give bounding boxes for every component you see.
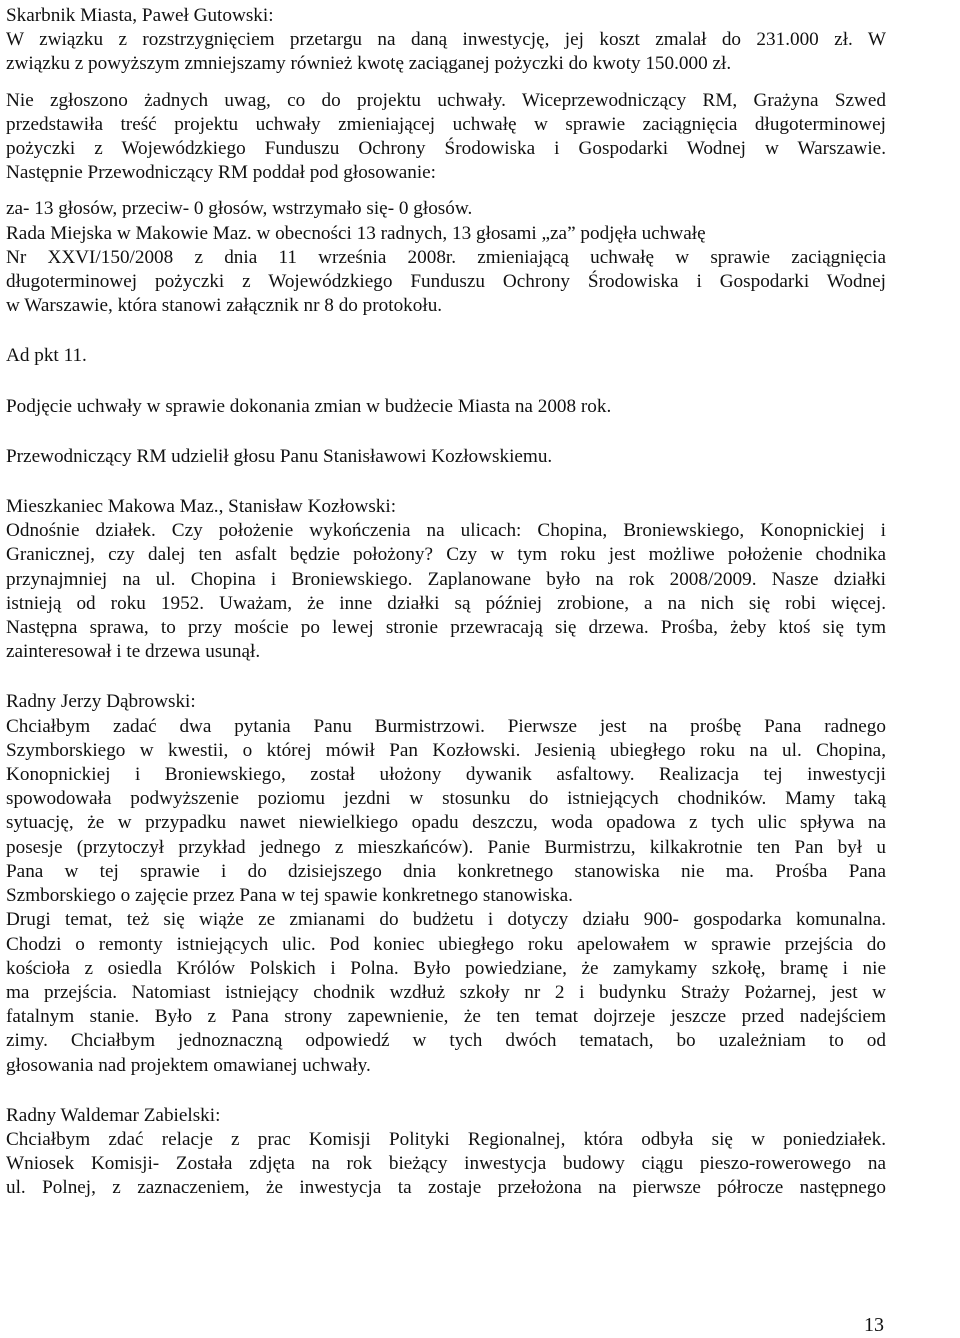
statement-treasurer <box>6 4 886 77</box>
speaker-name: Mieszkaniec Makowa Maz., Stanisław Kozłowski: <box>6 496 397 518</box>
text-line: pożyczki z Wojewódzkiego Funduszu Ochrony Środowiska i Gospodarki Wodnej w Warszawie. <box>6 138 886 160</box>
statement-councillor-zabielski <box>6 1104 886 1201</box>
text-line: kościoła z osiedla Królów Polskich i Polna. Było powiedziane, że zamykamy szkołę, bramę i nie <box>6 957 886 979</box>
page-number: 13 <box>864 1314 884 1336</box>
text-line: w Warszawie, która stanowi załącznik nr 8 do protokołu. <box>6 295 443 317</box>
text-line: przedstawiła treść projektu uchwały zmieniającej uchwałę w sprawie zaciągnięcia długoterminowej <box>6 113 886 135</box>
text-line: spowodowała podwyższenie poziomu jezdni w stosunku do istniejących chodników. Mamy taką <box>6 788 886 810</box>
text-line: Podjęcie uchwały w sprawie dokonania zmian w budżecie Miasta na 2008 rok. <box>6 395 612 417</box>
text-line: Nr XXVI/150/2008 z dnia 11 września 2008r. zmieniającą uchwałę w sprawie zaciągnięcia <box>6 246 886 268</box>
text-line: ul. Polnej, z zaznaczeniem, że inwestycja ta zostaje przełożona na pierwsze półrocze następnego <box>6 1177 886 1199</box>
text-line: głosowania nad projektem omawianej uchwały. <box>6 1054 371 1076</box>
agenda-item-heading <box>6 344 886 368</box>
text-line: Szmborskiego o zajęcie przez Pana w tej spawie konkretnego stanowiska. <box>6 885 573 907</box>
speaker-name: Radny Waldemar Zabielski: <box>6 1104 221 1126</box>
agenda-item-title <box>6 395 886 419</box>
text-line: Pana w tej sprawie i do dzisiejszego dnia konkretnego stanowiska nie ma. Prośba Pana <box>6 860 886 882</box>
text-line: związku z powyższym zmniejszamy również kwotę zaciąganej pożyczki do kwoty 150.000 zł. <box>6 53 732 75</box>
text-line: zimy. Chciałbym jednoznaczną odpowiedź w tych dwóch tematach, bo uzależniam to od <box>6 1030 886 1052</box>
text-line: Nie zgłoszono żadnych uwag, co do projektu uchwały. Wiceprzewodniczący RM, Grażyna Szwed <box>6 89 886 111</box>
paragraph-no-remarks <box>6 89 886 186</box>
paragraph-floor-given <box>6 445 886 469</box>
speaker-name: Skarbnik Miasta, Paweł Gutowski: <box>6 5 274 26</box>
text-line: Wniosek Komisji- Została zdjęta na rok bieżący inwestycja budowy ciągu pieszo-rowerowego na <box>6 1153 886 1175</box>
text-line: Chciałbym zdać relacje z prac Komisji Polityki Regionalnej, która odbyła się w poniedziałek. <box>6 1128 886 1150</box>
document-page <box>6 4 886 1201</box>
text-line: Granicznej, czy dalej ten asfalt będzie położony? Czy w tym roku jest możliwe położenie chodnika <box>6 544 886 566</box>
text-line: przynajmniej na ul. Chopina i Broniewskiego. Zaplanowane było na rok 2008/2009. Nasze działki <box>6 568 886 590</box>
statement-resident <box>6 495 886 664</box>
text-line: fatalnym stanie. Było z Pana strony zapewnienie, że ten temat dojrzeje jeszcze przed nadejściem <box>6 1006 886 1028</box>
text-line: ma przejścia. Natomiast istniejący chodnik wzdłuż szkoły nr 2 i budynku Straży Pożarnej, jest w <box>6 981 886 1003</box>
agenda-point: Ad pkt 11. <box>6 345 87 367</box>
vote-line: za- 13 głosów, przeciw- 0 głosów, wstrzymało się- 0 głosów. <box>6 198 473 220</box>
text-line: Odnośnie działek. Czy położenie wykończenia na ulicach: Chopina, Broniewskiego, Konopnickiej i <box>6 520 886 542</box>
text-line: Konopnickiej i Broniewskiego, został ułożony dywanik asfaltowy. Realizacja tej inwestycji <box>6 764 886 786</box>
text-line: istnieją od roku 1952. Uważam, że inne działki są później zrobione, a na nich się robi więcej. <box>6 592 886 614</box>
text-line: posesje (przytoczył przykład jednego z mieszkańców). Panie Burmistrzu, kilkakrotnie ten Pan był u <box>6 836 886 858</box>
text-line: Drugi temat, też się wiąże ze zmianami do budżetu i dotyczy działu 900- gospodarka komunalna. <box>6 909 886 931</box>
text-line: zainteresował i te drzewa usunął. <box>6 641 261 663</box>
text-line: długoterminowej pożyczki z Wojewódzkiego Funduszu Ochrony Środowiska i Gospodarki Wodnej <box>6 271 886 293</box>
text-line: sytuację, że w przypadku nawet niewielkiego opadu deszczu, woda opadowa z tych ulic spływa na <box>6 812 886 834</box>
text-line: W związku z rozstrzygnięciem przetargu na daną inwestycję, jej koszt zmalał do 231.000 zł. W <box>6 29 886 51</box>
text-line: Chciałbym zadać dwa pytania Panu Burmistrzowi. Pierwsze jest na prośbę Pana radnego <box>6 715 886 737</box>
text-line: Następnie Przewodniczący RM poddał pod głosowanie: <box>6 162 437 184</box>
paragraph-vote-result <box>6 197 886 318</box>
text-line: Następna sprawa, to przy moście po lewej stronie przewracają się drzewa. Prośba, żeby ktoś się tym <box>6 617 886 639</box>
text-line: Chodzi o remonty istniejących ulic. Pod koniec ubiegłego roku apelowałem w sprawie przejścia do <box>6 933 886 955</box>
text-line: Rada Miejska w Makowie Maz. w obecności 13 radnych, 13 głosami „za” podjęła uchwałę <box>6 222 706 244</box>
text-line: Przewodniczący RM udzielił głosu Panu Stanisławowi Kozłowskiemu. <box>6 445 553 467</box>
statement-councillor-dabrowski <box>6 690 886 1077</box>
speaker-name: Radny Jerzy Dąbrowski: <box>6 691 196 713</box>
text-line: Szymborskiego w kwestii, o której mówił Pan Kozłowski. Jesienią ubiegłego roku na ul. Chopina, <box>6 739 886 761</box>
